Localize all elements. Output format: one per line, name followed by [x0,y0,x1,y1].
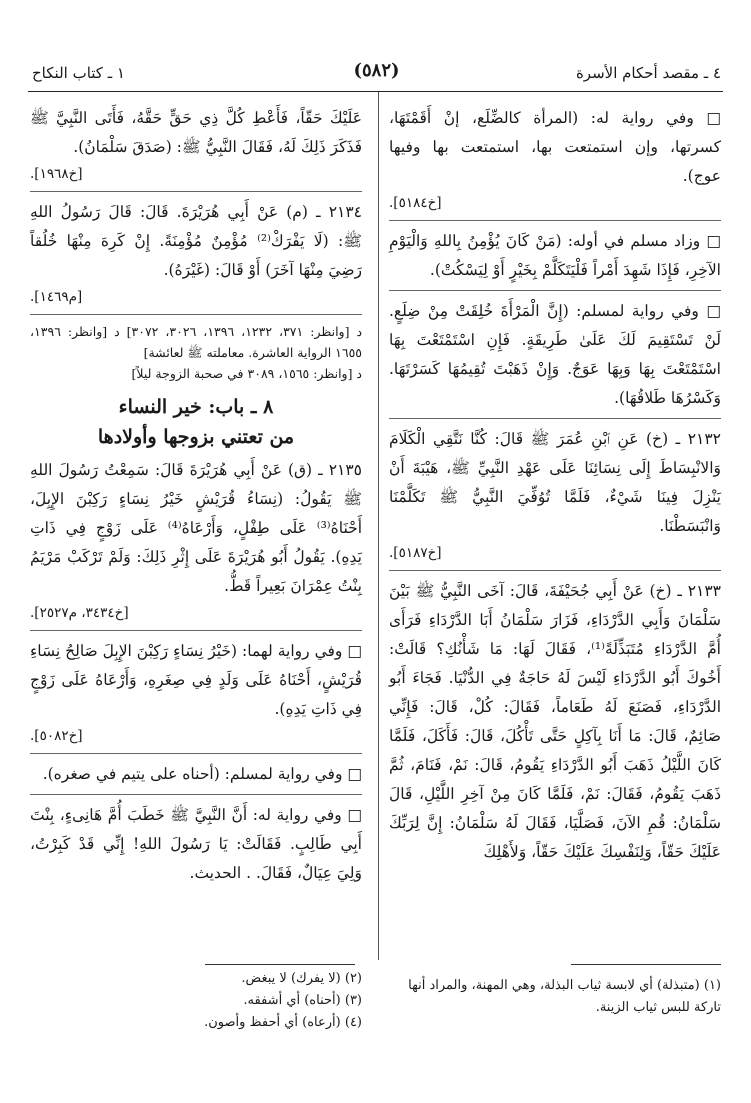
hadith-paragraph [30,456,362,625]
paragraph-text: عَلَيْكَ حَقّاً، فَأَعْطِ كُلَّ ذِي حَقٍّ حَقَّهُ، فَأَتَى النَّبِيَّ ﷺ فَذَكَرَ ذَلِكَ لَهُ، فَقَالَ النَّبِيُّ ﷺ: (صَدَقَ سَلْمَانُ). [30,109,362,156]
page-header [32,58,721,88]
source-reference: [خ٥٠٨٢]. [30,728,83,744]
paragraph-text: □ وزاد مسلم في أوله: (مَنْ كَانَ يُؤْمِنُ بِاللهِ وَالْيَوْمِ الآخِرِ، فَإِذَا شَهِدَ أَمْراً فَلْيَتَكَلَّمْ بِخَيْرٍ أَوْ لِيَسْكُتْ). [389,232,721,279]
page-number: (٥٨٢) [353,60,400,81]
header-rule [28,91,723,92]
right-column [389,104,721,869]
hadith-paragraph [389,577,721,867]
cross-reference: د [وانظر: ٣٧١، ١٢٣٢، ١٣٩٦، ٣٠٢٦، ٣٠٧٢] د [وانظر: ١٣٩٦، ١٦٥٥ الرواية العاشرة. معاملته ﷺ لعائشة] [30,324,363,360]
paragraph-text: ٢١٣٢ ـ (خ) عَنِ ٱبْنِ عُمَرَ ﷺ قَالَ: كُنَّا نَتَّقِي الْكَلَامَ وَالانْبِسَاطَ إِلَى نِسَائِنَا عَلَى عَهْدِ النَّبِيِّ ﷺ، هَيْبَةَ أَنْ يَنْزِلَ فِينَا شَيْءٌ، فَلَمَّا تُوُفِّيَ النَّبِيُّ ﷺ تَكَلَّمْنَا وَانْبَسَطْنَا. [389,430,721,535]
footnote: (٣) (أحناه) أي أشفقه. [243,993,362,1008]
source-reference: [خ٥١٨٤]. [389,195,442,211]
source-reference: [م١٤٦٩]. [30,289,83,305]
paragraph-separator [389,220,721,221]
paragraph-separator [30,753,362,754]
paragraph-separator [389,418,721,419]
running-header-book: ١ ـ كتاب النكاح [32,64,125,82]
section-title: ٨ ـ باب: خير النساء [118,396,274,418]
paragraph-separator [30,314,362,315]
paragraph-separator [389,290,721,291]
running-header-chapter: ٤ ـ مقصد أحكام الأسرة [575,64,721,82]
footnote: (١) (متبذلة) أي لابسة ثياب البذلة، وهي المهنة، والمراد أنها تاركة للبس ثياب الزينة. [408,978,721,1015]
paragraph-text: □ وفي رواية له: أَنَّ النَّبِيَّ ﷺ خَطَبَ أُمَّ هَانِىءٍ، بِنْتَ أَبِي طَالِبٍ. فَقَالَتْ: يَا رَسُولَ اللهِ! إِنِّي قَدْ كَبِرْتُ، وَلِيَ عِيَالٌ، فَقَالَ. . الحديث. [30,806,362,882]
source-reference: [خ٣٤٣٤، م٢٥٢٧]. [30,605,129,621]
source-reference: [خ٥١٨٧]. [389,545,442,561]
hadith-paragraph [30,801,362,888]
hadith-paragraph [389,425,721,565]
footnotes-right [389,975,721,1019]
paragraph-text: □ وفي رواية لهما: (خَيْرُ نِسَاءٍ رَكِبْنَ الإِبِلَ صَالِحُ نِسَاءِ قُرَيْشٍ، أَحْنَاهُ عَلَى وَلَدٍ فِي صِغَرِهِ، وَأَرْعَاهُ عَلَى زَوْجٍ فِي ذَاتِ يَدِهِ). [30,642,362,718]
paragraph-separator [30,191,362,192]
paragraph-text: ٢١٣٥ ـ (ق) عَنْ أَبِي هُرَيْرَةَ قَالَ: سَمِعْتُ رَسُولَ اللهِ ﷺ يَقُولُ: (نِسَاءُ قُرَيْشٍ خَيْرُ نِسَاءٍ رَكِبْنَ الإِبِلَ، أَحْنَاهُ⁽³⁾ عَلَى طِفْلٍ، وَأَرْعَاهُ⁽⁴⁾ عَلَى زَوْجٍ فِي ذَاتِ يَدِهِ). يَقُولُ أَبُو هُرَيْرَةَ عَلَى إِثْرِ ذَلِكَ: وَلَمْ تَرْكَبْ مَرْيَمُ بِنْتُ عِمْرَانَ بَعِيراً قَطُّ. [30,461,363,595]
paragraph-text: ٢١٣٤ ـ (م) عَنْ أَبِي هُرَيْرَةَ. قَالَ: قَالَ رَسُولُ اللهِ ﷺ: (لَا يَفْرَكْ⁽²⁾ مُؤْمِنٌ مُؤْمِنَةً. إِنْ كَرِهَ مِنْهَا خُلُقاً رَضِيَ مِنْهَا آخَرَ) أَوْ قَالَ: (غَيْرَهُ). [30,203,362,279]
paragraph-separator [30,630,362,631]
section-subtitle: من تعتني بزوجها وأولادها [97,426,295,448]
hadith-paragraph [389,227,721,285]
column-divider [378,92,379,960]
left-column [30,104,362,890]
hadith-paragraph [389,104,721,215]
paragraph-text: □ وفي رواية لمسلم: (إِنَّ الْمَرْأَةَ خُلِقَتْ مِنْ ضِلَعٍ. لَنْ تَسْتَقِيمَ لَكَ عَلَىٰ طَرِيقَةٍ. فَإِنِ اسْتَمْتَعْتَ بِهَا اسْتَمْتَعْتَ بِهَا وَبِهَا عَوَجٌ. وَإِنْ ذَهَبْتَ تُقِيمُهَا كَسَرْتَهَا. وَكَسْرُهَا طَلاقُهَا). [389,302,721,407]
hadith-paragraph [30,760,362,789]
paragraph-separator [30,794,362,795]
footnote-rule [571,964,721,965]
footnote: (٤) (أرعاه) أي أحفظ وأصون. [204,1015,362,1030]
cross-reference: د [وانظر: ١٥٦٥، ٣٠٨٩ في صحبة الزوجة ليلاً] [131,366,362,381]
source-reference: [خ١٩٦٨]. [30,166,83,182]
footnote: (٢) (لا يفرك) لا يبغض. [241,971,362,986]
paragraph-text: □ وفي رواية له: (المرأة كالضِّلَع، إنْ أَقَمْتَهَا، كسرتها، وإن استمتعت بها، استمتعت بها وفيها عوج). [389,109,721,185]
hadith-paragraph [30,637,362,748]
paragraph-text: □ وفي رواية لمسلم: (أحناه على يتيم في صغره). [42,765,362,783]
footnotes-left [30,968,362,1034]
hadith-paragraph [30,104,362,186]
paragraph-text: ٢١٣٣ ـ (خ) عَنْ أَبِي جُحَيْفَةَ، قَالَ: آخَى النَّبِيُّ ﷺ بَيْنَ سَلْمَانَ وَأَبِي الدَّرْدَاءِ، فَزَارَ سَلْمَانُ أَبَا الدَّرْدَاءِ فَرَأَى أُمَّ الدَّرْدَاءِ مُتَبَذِّلَةً⁽¹⁾، فَقَالَ لَهَا: مَا شَأْنُكِ؟ قَالَتْ: أَخُوكَ أَبُو الدَّرْدَاءِ لَيْسَ لَهُ حَاجَةٌ فِي الدُّنْيَا. فَجَاءَ أَبُو الدَّرْدَاءِ، فَصَنَعَ لَهُ طَعَاماً، فَقَالَ: كُلْ، قَالَ: فَإِنِّي صَائِمٌ، قَالَ: مَا أَنَا بِآكِلٍ حَتَّى تَأْكُلَ، قَالَ: فَأَكَلَ، فَلَمَّا كَانَ اللَّيْلُ ذَهَبَ أَبُو الدَّرْدَاءِ يَقُومُ، قَالَ: نَمْ، فَنَامَ، ثُمَّ ذَهَبَ يَقُومُ، فَقَالَ: نَمْ، فَلَمَّا كَانَ مِنْ آخِرِ اللَّيْلِ، قَالَ سَلْمَانُ: قُمِ الآنَ، فَصَلَّيَا، فَقَالَ لَهُ سَلْمَانُ: إِنَّ لِرَبِّكَ عَلَيْكَ حَقّاً، وَلِنَفْسِكَ عَلَيْكَ حَقّاً، وَلأَهْلِكَ [389,582,721,861]
paragraph-separator [389,570,721,571]
hadith-paragraph [389,297,721,413]
hadith-paragraph [30,198,362,309]
footnote-rule [205,964,355,965]
